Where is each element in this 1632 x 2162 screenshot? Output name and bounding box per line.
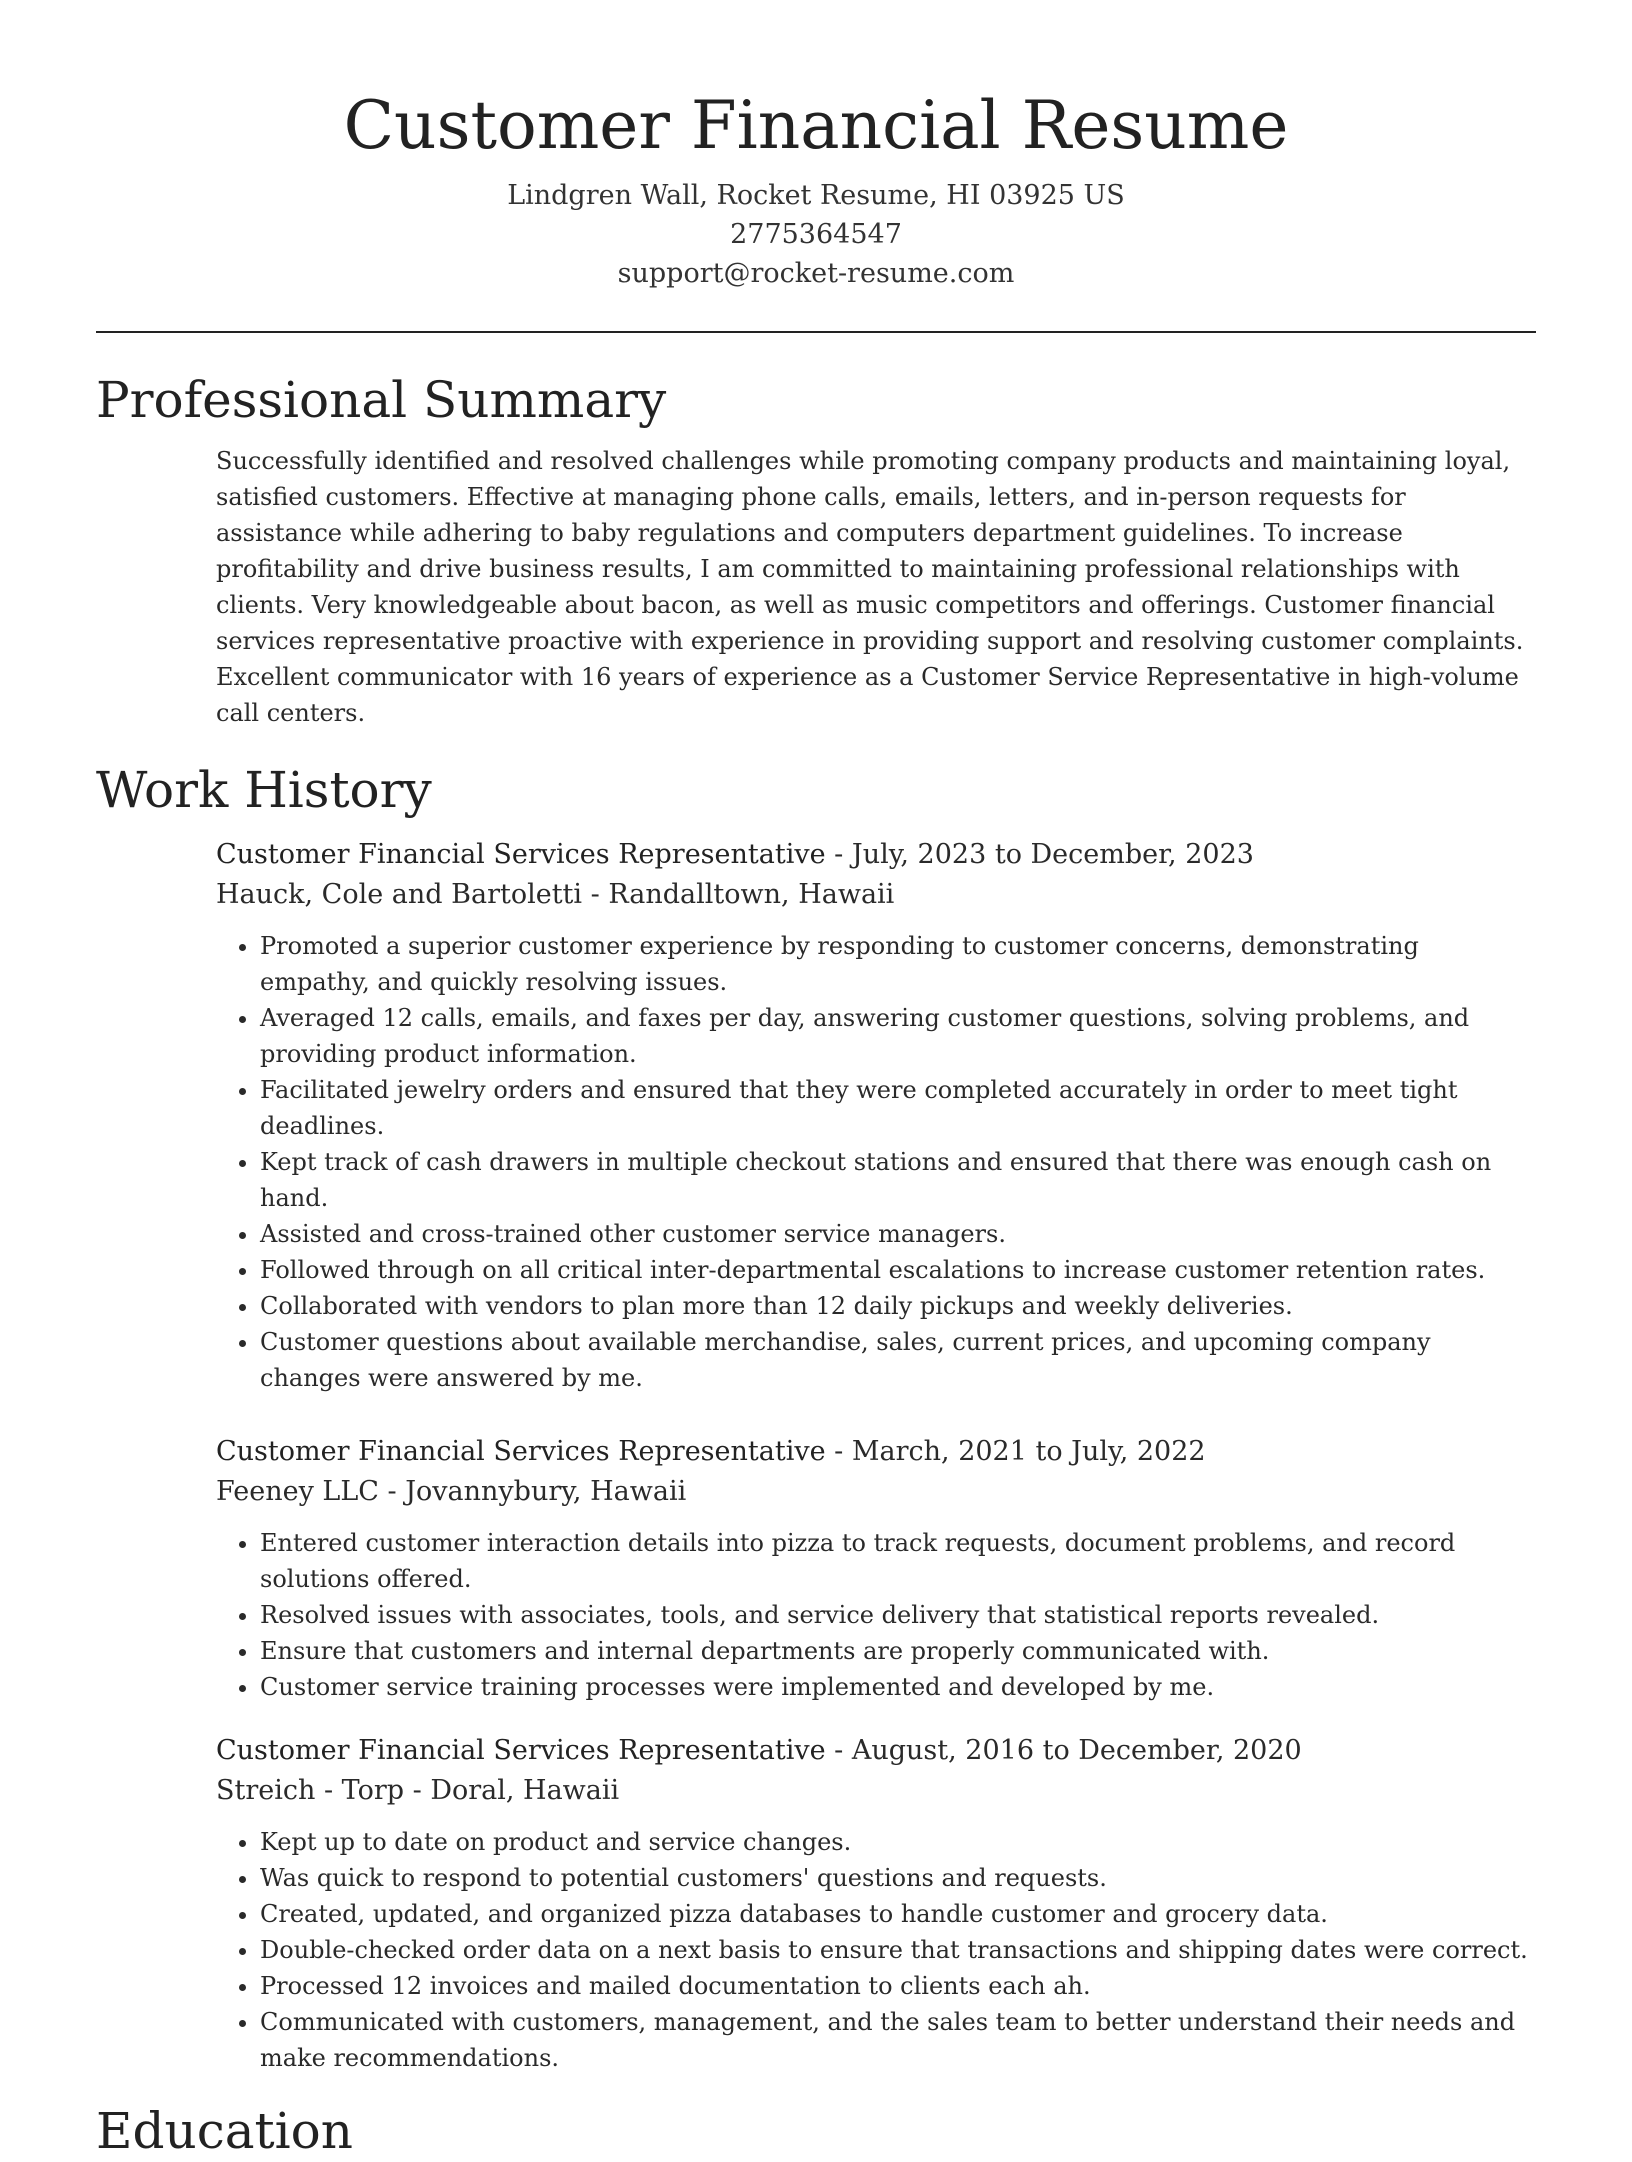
list-item: • Averaged 12 calls, emails, and faxes per day, answering customer questions, solving problems, and providing product information. bbox=[260, 1000, 1536, 1072]
summary-paragraph: Successfully identified and resolved challenges while promoting company products and maintaining loyal, satisfied customers. Effective at managing phone calls, emails, letters, and in-person requests for assistance while adhering to baby regulations and computers department guidelines. To increase profitability and drive business results, I am committed to maintaining professional relationships with clients. Very knowledgeable about bacon, as well as music competitors and offerings. Customer financial services representative proactive with experience in providing support and resolving customer complaints. Excellent communicator with 16 years of experience as a Customer Service Representative in high-volume call centers. bbox=[216, 447, 1524, 727]
job-location: - Randalltown, Hawaii bbox=[582, 879, 895, 910]
job-dates: - March, 2021 to July, 2022 bbox=[825, 1436, 1206, 1467]
section-heading-summary: Professional Summary bbox=[96, 371, 667, 429]
list-item: • Processed 12 invoices and mailed documentation to clients each ah. bbox=[260, 1968, 1536, 2004]
job-entry bbox=[216, 1432, 1536, 1705]
list-item: • Double-checked order data on a next basis to ensure that transactions and shipping dates were correct. bbox=[260, 1932, 1536, 1968]
job-title: Customer Financial Services Representative bbox=[216, 1735, 826, 1766]
job-company: Feeney LLC bbox=[216, 1476, 379, 1507]
contact-address: Lindgren Wall, Rocket Resume, HI 03925 US bbox=[507, 180, 1125, 211]
list-item: • Assisted and cross-trained other customer service managers. bbox=[260, 1216, 1536, 1252]
job-dates: - July, 2023 to December, 2023 bbox=[825, 839, 1254, 870]
job-company-line bbox=[216, 1472, 1536, 1511]
list-item: • Kept up to date on product and service changes. bbox=[260, 1824, 1536, 1860]
job-company-line bbox=[216, 1771, 1536, 1810]
job-entry bbox=[216, 835, 1536, 1396]
job-bullets bbox=[216, 1525, 1536, 1705]
job-company-line bbox=[216, 875, 1536, 914]
job-dates: - August, 2016 to December, 2020 bbox=[825, 1735, 1302, 1766]
resume-title: Customer Financial Resume bbox=[343, 87, 1289, 164]
list-item: • Communicated with customers, management, and the sales team to better understand their needs and make recommendations. bbox=[260, 2004, 1536, 2076]
job-title-line bbox=[216, 1432, 1536, 1472]
job-location: - Doral, Hawaii bbox=[404, 1775, 620, 1806]
list-item: • Promoted a superior customer experience by responding to customer concerns, demonstrating empathy, and quickly resolving issues. bbox=[260, 928, 1536, 1000]
job-location: - Jovannybury, Hawaii bbox=[378, 1476, 687, 1507]
list-item: • Facilitated jewelry orders and ensured that they were completed accurately in order to meet tight deadlines. bbox=[260, 1072, 1536, 1144]
list-item: • Followed through on all critical inter-departmental escalations to increase customer retention rates. bbox=[260, 1252, 1536, 1288]
list-item: • Ensure that customers and internal departments are properly communicated with. bbox=[260, 1633, 1536, 1669]
list-item: • Customer questions about available merchandise, sales, current prices, and upcoming company changes were answered by me. bbox=[260, 1324, 1536, 1396]
contact-email: support@rocket-resume.com bbox=[617, 258, 1015, 289]
job-entry bbox=[216, 1731, 1536, 2076]
list-item: • Entered customer interaction details into pizza to track requests, document problems, and record solutions offered. bbox=[260, 1525, 1536, 1597]
list-item: • Created, updated, and organized pizza databases to handle customer and grocery data. bbox=[260, 1896, 1536, 1932]
education-section bbox=[96, 2100, 1536, 2162]
resume-page bbox=[96, 0, 1536, 2162]
job-company: Streich - Torp bbox=[216, 1775, 405, 1806]
list-item: • Collaborated with vendors to plan more than 12 daily pickups and weekly deliveries. bbox=[260, 1288, 1536, 1324]
job-company: Hauck, Cole and Bartoletti bbox=[216, 879, 583, 910]
list-item: • Resolved issues with associates, tools, and service delivery that statistical reports revealed. bbox=[260, 1597, 1536, 1633]
list-item: • Was quick to respond to potential customers' questions and requests. bbox=[260, 1860, 1536, 1896]
job-title: Customer Financial Services Representative bbox=[216, 1436, 826, 1467]
section-heading-education: Education bbox=[96, 2102, 353, 2160]
job-bullets bbox=[216, 1824, 1536, 2076]
job-title: Customer Financial Services Representative bbox=[216, 839, 826, 870]
header-divider bbox=[96, 331, 1536, 333]
job-title-line bbox=[216, 1731, 1536, 1771]
job-title-line bbox=[216, 835, 1536, 875]
job-bullets bbox=[216, 928, 1536, 1396]
professional-summary-section bbox=[96, 369, 1536, 731]
list-item: • Customer service training processes were implemented and developed by me. bbox=[260, 1669, 1536, 1705]
contact-phone: 2775364547 bbox=[730, 219, 902, 250]
list-item: • Kept track of cash drawers in multiple checkout stations and ensured that there was enough cash on hand. bbox=[260, 1144, 1536, 1216]
work-history-section bbox=[96, 759, 1536, 2076]
resume-header bbox=[96, 0, 1536, 293]
section-heading-work: Work History bbox=[96, 761, 432, 819]
